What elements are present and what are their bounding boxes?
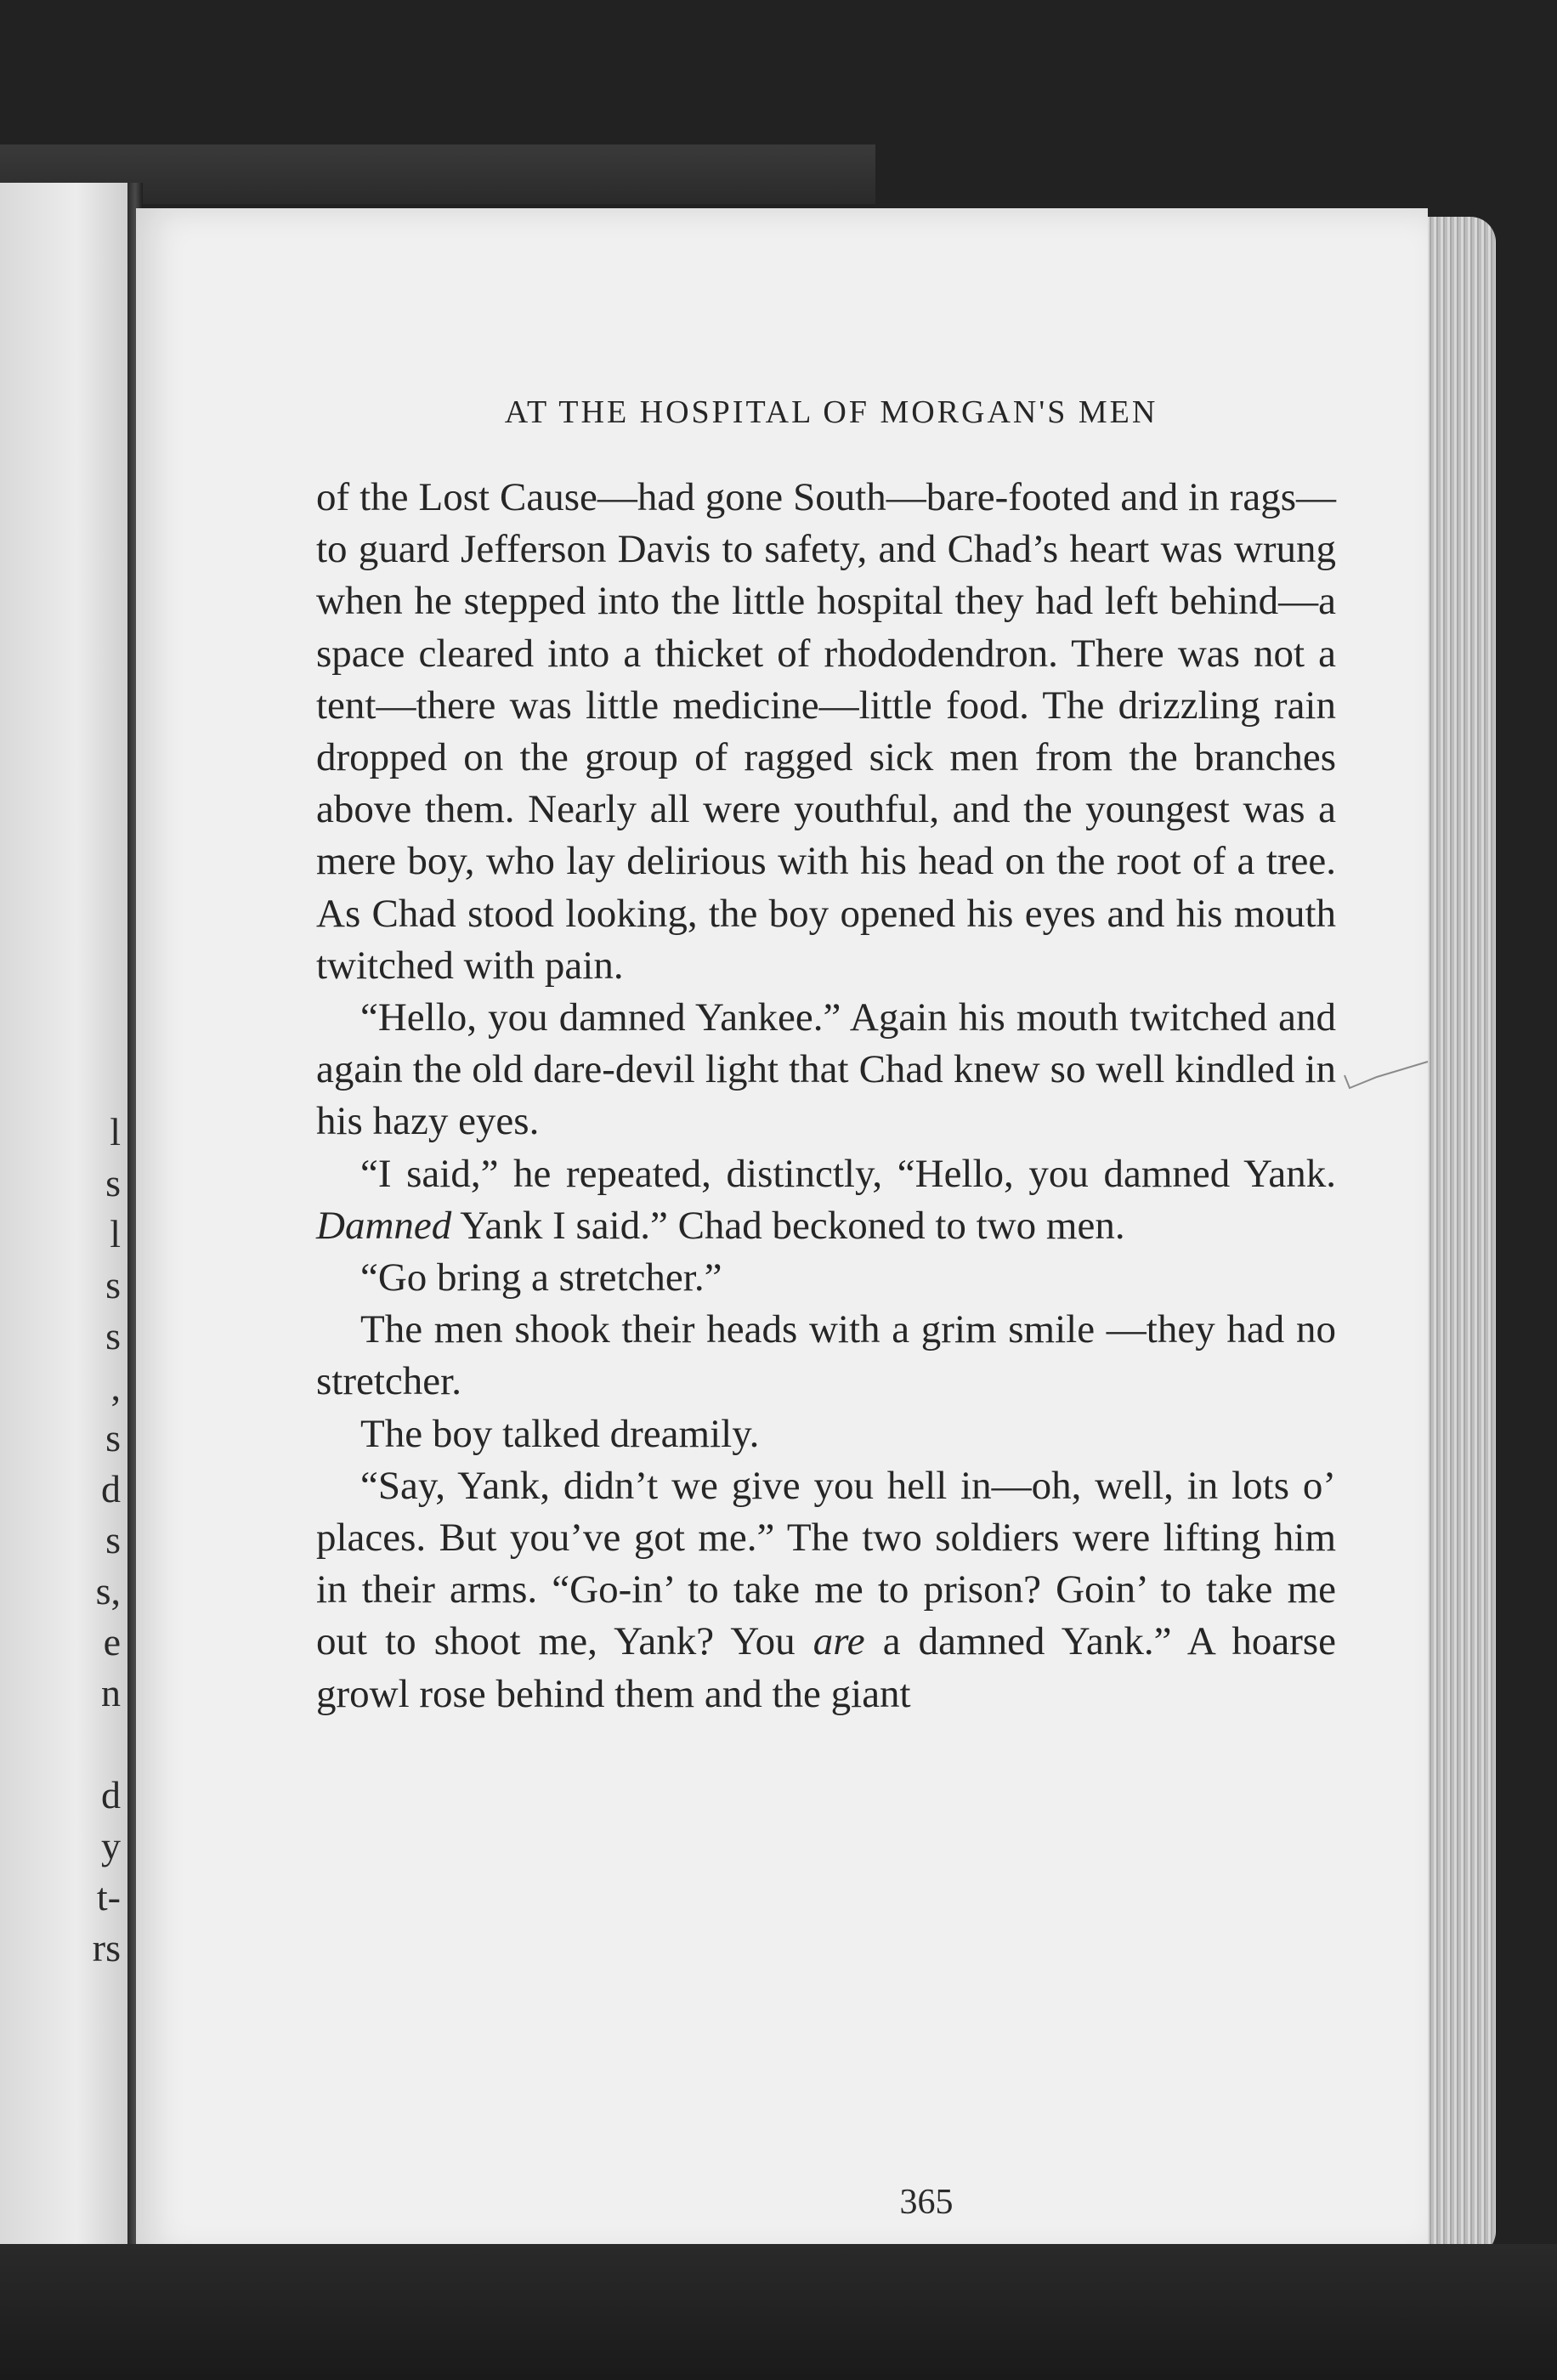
left-page-edge	[0, 183, 127, 2257]
page-number: 365	[899, 2183, 954, 2222]
emphasis-text: Damned	[316, 1203, 452, 1248]
paragraph: The men shook their heads with a grim smile —they had no stretcher.	[316, 1307, 1336, 1404]
paragraph: The boy talked dreamily.	[360, 1411, 760, 1456]
paragraph-text: “Say, Yank, didn’t we give you hell in—oh, well, in lots o’ places. But you’ve got me.” The two soldiers were lifting him in their arms. “Go-in’ to take me to prison? Goin’ to take me out to shoot me, Yank? You	[316, 1463, 1336, 1664]
left-page-fragment: t-	[96, 1875, 121, 1918]
paragraph-text: a damned Yank.” A hoarse growl rose behind them and the giant	[316, 1619, 1337, 1716]
left-page-fragment: e	[103, 1620, 121, 1663]
paragraph	[316, 1460, 1336, 1720]
paragraph: “Hello, you damned Yankee.” Again his mouth twitched and again the old dare-devil light that Chad knew so well kindled in his hazy eyes.	[316, 995, 1336, 1144]
left-page-fragment: s	[105, 1518, 121, 1561]
left-page-fragment: n	[101, 1671, 121, 1714]
pencil-mark	[1343, 1058, 1436, 1101]
right-page	[136, 208, 1428, 2257]
left-page-fragment: ,	[110, 1365, 121, 1408]
paragraph: “Go bring a stretcher.”	[360, 1255, 722, 1300]
left-page-fragment: s,	[95, 1569, 121, 1612]
paragraph-text: “I said,” he repeated, distinctly, “Hello, you damned Yank.	[360, 1151, 1336, 1196]
body-text	[316, 472, 1336, 1720]
paragraph	[316, 1148, 1336, 1252]
left-page-fragment: d	[101, 1467, 121, 1510]
left-page-fragment: s	[105, 1314, 121, 1357]
emphasis-text: are	[812, 1619, 865, 1664]
left-page-fragment: y	[101, 1824, 121, 1867]
left-page-fragment: l	[110, 1110, 121, 1153]
left-page-fragment: s	[105, 1263, 121, 1306]
left-page-fragment: s	[105, 1161, 121, 1204]
paragraph: of the Lost Cause—had gone South—bare-footed and in rags—to guard Jefferson Davis to safety, and Chad’s heart was wrung when he stepped into the little hospital they had left behind—a space cleared into a thicket of rhododendron. There was not a tent—there was little medicine—little food. The drizzling rain dropped on the group of ragged sick men from the branches above them. Nearly all were youthful, and the youngest was a mere boy, who lay delirious with his head on the root of a tree. As Chad stood looking, the boy opened his eyes and his mouth twitched with pain.	[316, 475, 1336, 988]
left-page-fragment: l	[110, 1212, 121, 1255]
left-page-fragment: s	[105, 1416, 121, 1459]
paragraph-text: Yank I said.” Chad beckoned to two men.	[451, 1203, 1125, 1248]
left-page-fragment: rs	[92, 1926, 121, 1969]
left-page-fragment: d	[101, 1773, 121, 1816]
scan-background	[0, 2244, 1557, 2380]
running-head: AT THE HOSPITAL OF MORGAN'S MEN	[504, 394, 1158, 430]
